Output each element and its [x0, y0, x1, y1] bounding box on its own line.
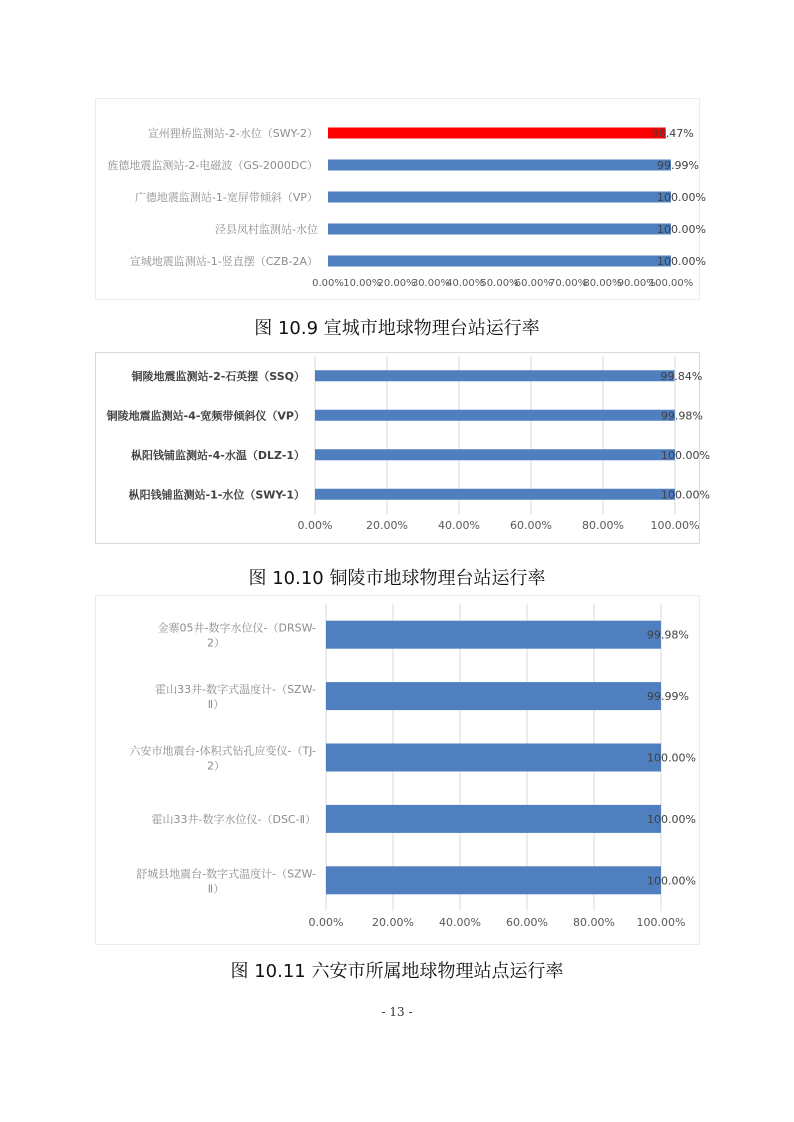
x-tick-label: 0.00% — [308, 916, 344, 929]
x-tick-label: 60.00% — [514, 278, 553, 289]
x-tick-label: 0.00% — [312, 278, 344, 289]
data-label: 99.99% — [646, 690, 689, 704]
data-label: 99.98% — [660, 409, 703, 423]
bar-2 — [328, 192, 671, 203]
x-tick-label: 20.00% — [366, 519, 408, 532]
x-tick-label: 0.00% — [297, 519, 333, 532]
category-label: 霍山33井-数字式温度计-（SZW-Ⅱ） — [155, 683, 316, 712]
data-label: 100.00% — [647, 874, 696, 888]
category-label: 金寨05井-数字水位仪-（DRSW-2） — [157, 621, 316, 650]
bar-1 — [328, 160, 671, 171]
data-label: 100.00% — [661, 448, 710, 462]
x-tick-label: 70.00% — [549, 278, 588, 289]
x-tick-label: 40.00% — [438, 519, 480, 532]
data-label: 99.99% — [656, 159, 699, 172]
data-label: 100.00% — [647, 751, 696, 765]
bar-0 — [326, 621, 661, 649]
x-tick-label: 60.00% — [506, 916, 548, 929]
data-label: 99.84% — [660, 369, 703, 383]
x-tick-label: 40.00% — [446, 278, 485, 289]
category-label: 宣城地震监测站-1-竖直摆（CZB-2A） — [129, 255, 318, 268]
bar-1 — [315, 410, 675, 421]
category-label: 舒城县地震台-数字式温度计-（SZW-Ⅱ） — [136, 867, 316, 896]
data-label: 100.00% — [657, 255, 706, 268]
category-label: 枞阳钱铺监测站-1-水位（SWY-1） — [128, 488, 305, 502]
x-tick-label: 100.00% — [636, 916, 686, 929]
category-label: 铜陵地震监测站-4-宽频带倾斜仪（VP） — [106, 409, 305, 423]
data-label: 98.47% — [651, 127, 694, 140]
chart-frame-tongling — [95, 352, 710, 544]
chart-frame-luan — [95, 595, 700, 945]
x-tick-label: 20.00% — [377, 278, 416, 289]
category-label: 宣州狸桥监测站-2-水位（SWY-2） — [147, 127, 318, 140]
x-tick-label: 100.00% — [650, 519, 700, 532]
x-tick-label: 30.00% — [411, 278, 450, 289]
bar-chart-tongling — [96, 353, 710, 543]
x-tick-label: 40.00% — [439, 916, 481, 929]
bar-1 — [326, 682, 661, 710]
data-label: 100.00% — [661, 488, 710, 502]
bar-3 — [315, 489, 675, 500]
data-label: 100.00% — [657, 191, 706, 204]
category-label: 旌德地震监测站-2-电磁波（GS-2000DC） — [107, 159, 318, 172]
category-label: 泾县凤村监测站-水位 — [215, 223, 318, 236]
bar-0 — [328, 128, 666, 139]
page-number: - 13 - — [381, 1005, 413, 1019]
bar-4 — [326, 866, 661, 894]
bar-2 — [326, 744, 661, 772]
x-tick-label: 80.00% — [573, 916, 615, 929]
x-tick-label: 80.00% — [583, 278, 622, 289]
bar-3 — [328, 224, 671, 235]
figure-caption-10-9: 图 10.9 宣城市地球物理台站运行率 — [254, 318, 540, 339]
figure-caption-10-11: 图 10.11 六安市所属地球物理站点运行率 — [230, 961, 564, 982]
bar-2 — [315, 449, 675, 460]
x-tick-label: 60.00% — [510, 519, 552, 532]
data-label: 100.00% — [647, 812, 696, 826]
chart-frame-xuancheng — [95, 98, 706, 300]
bar-3 — [326, 805, 661, 833]
category-label: 铜陵地震监测站-2-石英摆（SSQ） — [131, 369, 305, 383]
x-tick-label: 20.00% — [372, 916, 414, 929]
category-label: 六安市地震台-体积式钻孔应变仪-（TJ-2） — [129, 744, 316, 773]
x-tick-label: 100.00% — [648, 278, 694, 289]
bar-chart-xuancheng — [96, 99, 706, 299]
bar-0 — [315, 370, 674, 381]
data-label: 99.98% — [646, 628, 689, 642]
data-label: 100.00% — [657, 223, 706, 236]
bar-4 — [328, 256, 671, 267]
x-tick-label: 80.00% — [582, 519, 624, 532]
category-label: 霍山33井-数字水位仪-（DSC-Ⅱ） — [151, 812, 316, 826]
x-tick-label: 50.00% — [480, 278, 519, 289]
bar-chart-luan — [96, 596, 699, 944]
figure-caption-10-10: 图 10.10 铜陵市地球物理台站运行率 — [248, 568, 546, 589]
x-tick-label: 90.00% — [617, 278, 656, 289]
category-label: 枞阳钱铺监测站-4-水温（DLZ-1） — [131, 448, 305, 462]
x-tick-label: 10.00% — [343, 278, 382, 289]
category-label: 广德地震监测站-1-宽屏带倾斜（VP） — [134, 191, 318, 204]
